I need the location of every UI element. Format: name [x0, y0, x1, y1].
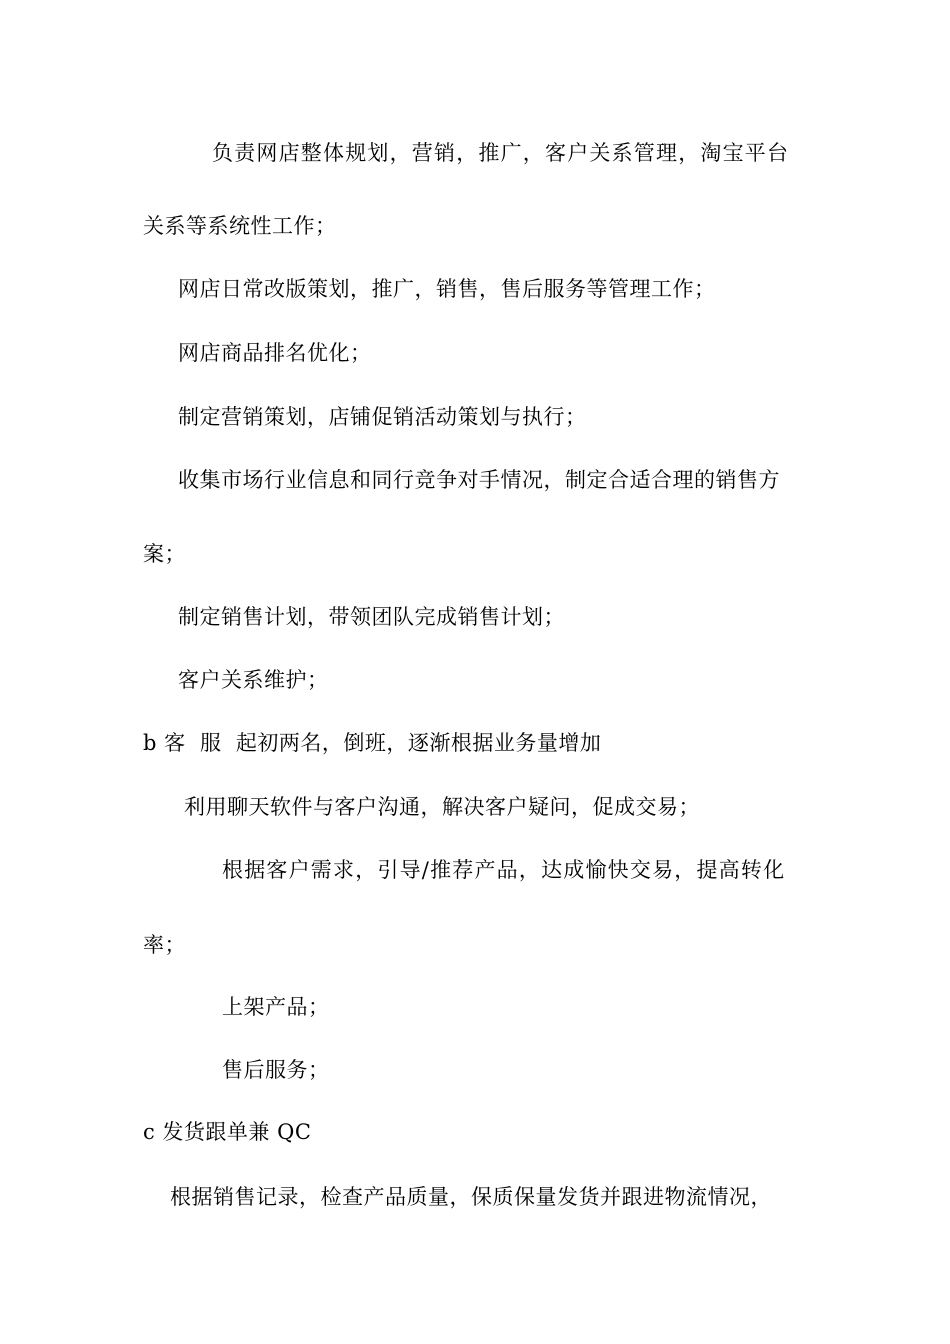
section-heading: c 发货跟单兼 QC — [143, 1120, 312, 1144]
paragraph-line: 关系等系统性工作； — [143, 214, 337, 238]
section-heading: b 客 服 起初两名，倒班，逐渐根据业务量增加 — [143, 731, 602, 755]
paragraph-line: 上架产品； — [222, 995, 330, 1019]
paragraph-line: 客户关系维护； — [178, 668, 329, 692]
paragraph-line: 利用聊天软件与客户沟通，解决客户疑问，促成交易； — [184, 795, 700, 819]
paragraph-line: 根据客户需求，引导/推荐产品，达成愉快交易，提高转化 — [222, 858, 786, 882]
paragraph-line: 售后服务； — [222, 1058, 330, 1082]
paragraph-line: 制定销售计划，带领团队完成销售计划； — [178, 605, 565, 629]
paragraph-line: 收集市场行业信息和同行竞争对手情况，制定合适合理的销售方 — [178, 468, 780, 492]
paragraph-line: 率； — [143, 933, 186, 957]
paragraph-line: 案； — [143, 542, 186, 566]
paragraph-line: 网店商品排名优化； — [178, 341, 372, 365]
paragraph-line: 根据销售记录，检查产品质量，保质保量发货并跟进物流情况， — [170, 1185, 772, 1209]
paragraph-line: 制定营销策划，店铺促销活动策划与执行； — [178, 405, 587, 429]
paragraph-line: 网店日常改版策划，推广，销售，售后服务等管理工作； — [178, 277, 716, 301]
paragraph-line: 负责网店整体规划，营销，推广，客户关系管理，淘宝平台 — [212, 141, 790, 165]
